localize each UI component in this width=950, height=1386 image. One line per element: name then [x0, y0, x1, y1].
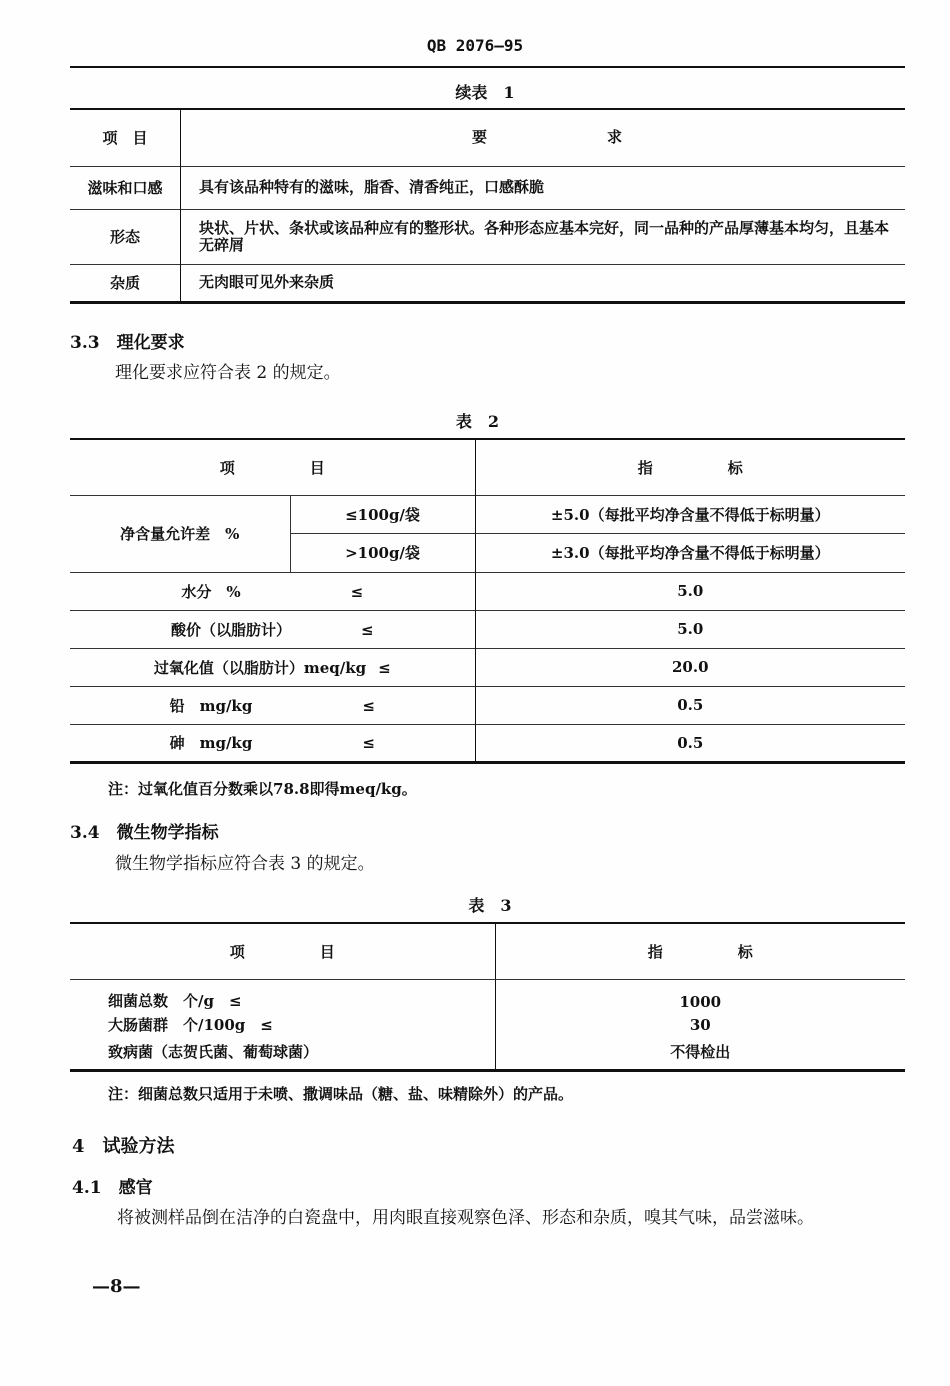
section-3-3-text: 理化要求应符合表 2 的规定。	[115, 363, 341, 383]
le-symbol: ≤	[362, 696, 375, 715]
table3-col-index: 指 标	[495, 923, 905, 979]
table-row	[70, 1011, 905, 1038]
section-3-4-text: 微生物学指标应符合表 3 的规定。	[115, 854, 375, 874]
table1-header-row	[70, 109, 905, 166]
table3-value: 30	[689, 1015, 711, 1034]
net-content-condition: ≤100g/袋	[290, 495, 475, 533]
table2-value: 5.0	[475, 572, 905, 610]
table2-item	[70, 686, 475, 724]
le-symbol: ≤	[350, 582, 364, 601]
table2-item	[70, 724, 475, 762]
table1-col-requirement: 要 求	[471, 128, 622, 147]
table-row	[70, 495, 905, 533]
table-row	[70, 686, 905, 724]
table1-requirement: 块状、片状、条状或该品种应有的整形状。各种形态应基本完好，同一品种的产品厚薄基本均匀，且基本无碎屑	[181, 209, 906, 264]
item-label: 砷 mg/kg	[169, 734, 253, 752]
table2-caption: 表 2	[455, 412, 500, 431]
table3	[70, 922, 905, 1072]
table2-note: 注：过氧化值百分数乘以78.8即得meq/kg。	[108, 780, 417, 798]
table-row	[70, 648, 905, 686]
table3-item: 大肠菌群 个/100g ≤	[70, 1011, 495, 1038]
table3-item: 细菌总数 个/g ≤	[70, 979, 495, 1011]
net-content-value: ±5.0（每批平均净含量不得低于标明量）	[475, 495, 905, 533]
net-content-value: ±3.0（每批平均净含量不得低于标明量）	[475, 533, 905, 572]
table2-value: 0.5	[475, 724, 905, 762]
section-3-4-heading: 3.4 微生物学指标	[70, 823, 219, 843]
table3-header-row	[70, 923, 905, 979]
item-label: 酸价（以脂肪计）	[170, 620, 291, 639]
section-4-1-heading: 4.1 感官	[72, 1178, 153, 1198]
net-content-condition: >100g/袋	[290, 533, 475, 572]
le-symbol: ≤	[360, 620, 374, 639]
item-label: 过氧化值（以脂肪计）meq/kg	[153, 658, 367, 677]
table-row	[70, 166, 905, 209]
page-number: —8—	[92, 1276, 141, 1297]
table2-item	[70, 648, 475, 686]
table-row	[70, 209, 905, 264]
table-row	[70, 264, 905, 302]
le-symbol: ≤	[362, 734, 375, 752]
table1	[70, 108, 905, 304]
table2-value: 5.0	[475, 610, 905, 648]
table1-col-item: 项 目	[70, 109, 181, 166]
table-row	[70, 724, 905, 762]
table1-item: 杂质	[70, 264, 181, 302]
section-4-1-text: 将被测样品倒在洁净的白瓷盘中，用肉眼直接观察色泽、形态和杂质，嗅其气味，品尝滋味。	[117, 1208, 814, 1228]
table2-item	[70, 572, 475, 610]
le-symbol: ≤	[378, 658, 391, 677]
item-label: 水分 %	[181, 582, 241, 601]
table2	[70, 438, 905, 764]
net-content-label: 净含量允许差 %	[70, 495, 290, 572]
table2-item	[70, 610, 475, 648]
table3-caption: 表 3	[468, 896, 512, 915]
header-rule	[70, 66, 905, 68]
table3-item: 致病菌（志贺氏菌、葡萄球菌）	[70, 1038, 495, 1070]
table1-item: 滋味和口感	[70, 166, 181, 209]
table-row	[70, 1038, 905, 1070]
table-row	[70, 572, 905, 610]
table1-requirement: 无肉眼可见外来杂质	[181, 264, 906, 302]
table2-value: 0.5	[475, 686, 905, 724]
table1-requirement: 具有该品种特有的滋味，脂香、清香纯正，口感酥脆	[181, 166, 906, 209]
table2-header-row	[70, 439, 905, 495]
table2-col-item: 项 目	[70, 439, 475, 495]
table-row	[70, 979, 905, 1011]
table2-col-index: 指 标	[637, 458, 743, 477]
standard-code: QB 2076—95	[426, 36, 524, 55]
item-label: 铅 mg/kg	[169, 696, 253, 715]
table3-value: 不得检出	[670, 1043, 731, 1061]
section-3-3-heading: 3.3 理化要求	[70, 333, 185, 353]
table1-caption: 续表 1	[455, 83, 515, 102]
table2-value: 20.0	[475, 648, 905, 686]
table-row	[70, 610, 905, 648]
table1-item: 形态	[70, 209, 181, 264]
table3-value: 1000	[679, 993, 722, 1011]
table3-col-item: 项 目	[70, 923, 495, 979]
section-4-heading: 4 试验方法	[72, 1136, 175, 1157]
table3-note: 注：细菌总数只适用于未喷、撒调味品（糖、盐、味精除外）的产品。	[108, 1085, 574, 1103]
